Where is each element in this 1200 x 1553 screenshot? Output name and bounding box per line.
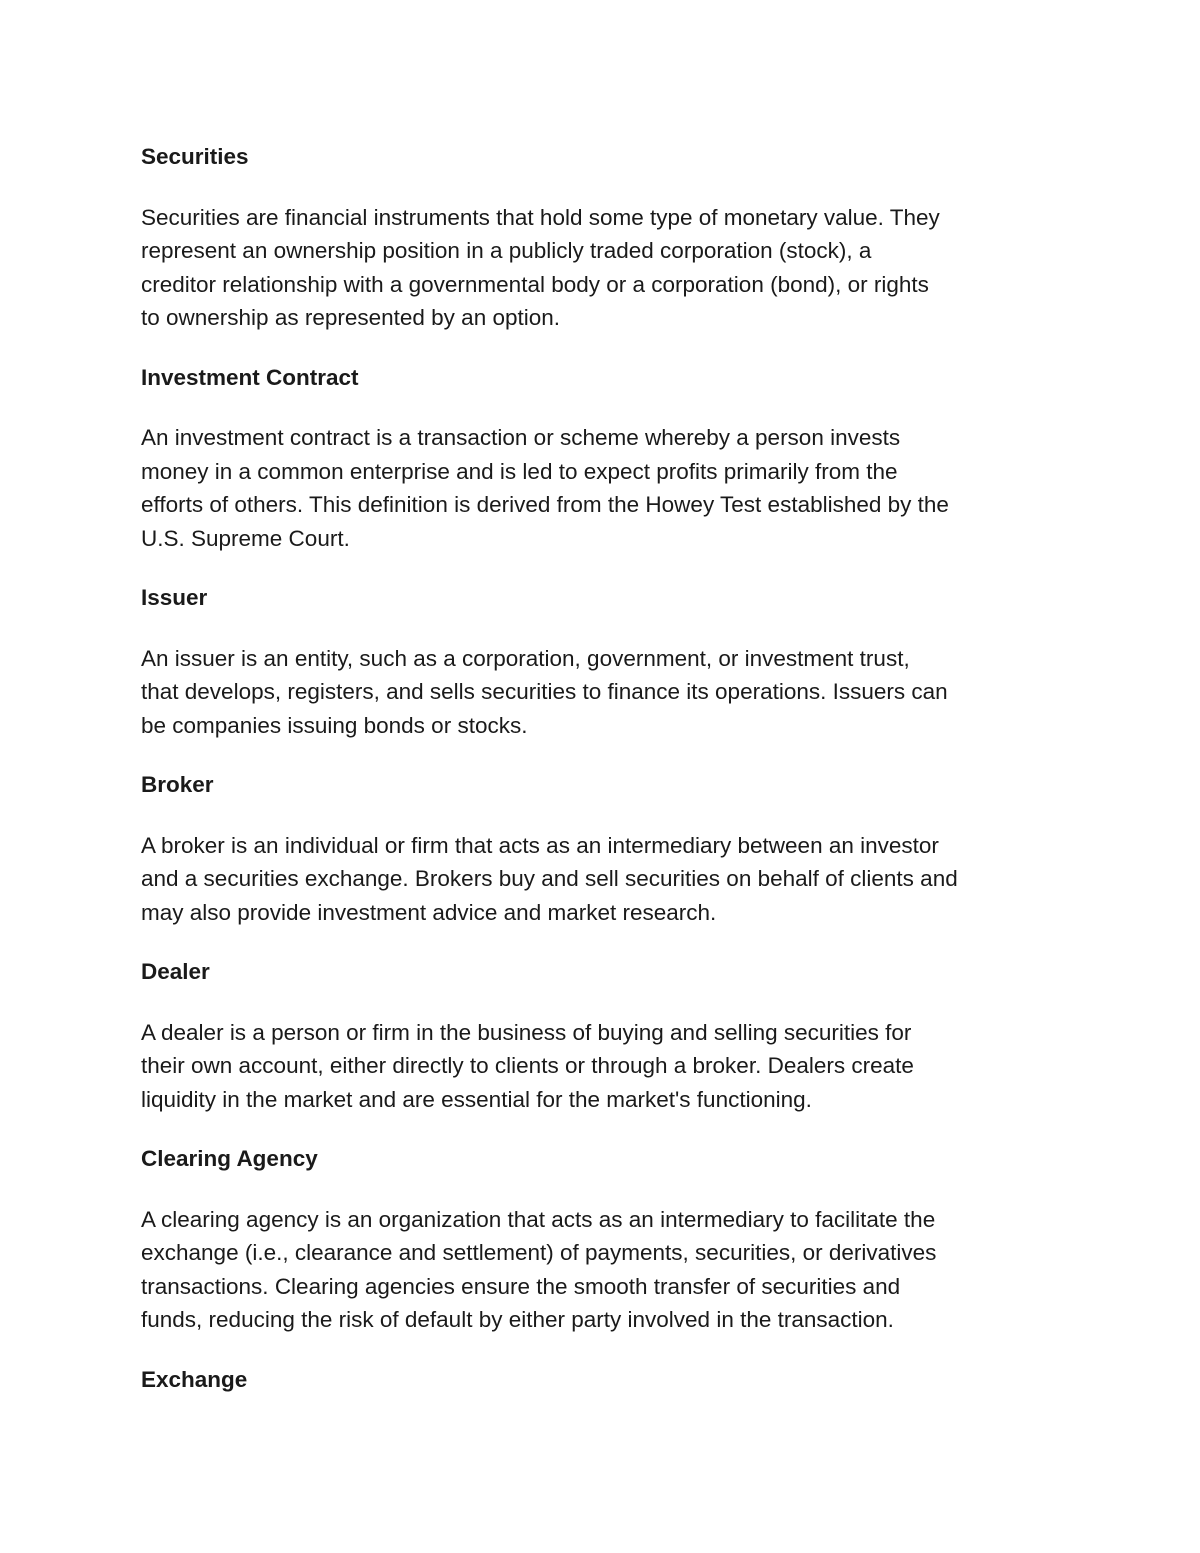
section-paragraph (141, 421, 1071, 555)
paragraph-line: that develops, registers, and sells securities to finance its operations. Issuers can (141, 679, 948, 704)
paragraph-line: exchange (i.e., clearance and settlement) of payments, securities, or derivatives (141, 1240, 937, 1265)
paragraph-line: to ownership as represented by an option. (141, 305, 561, 330)
section-issuer (141, 581, 1071, 742)
section-paragraph (141, 642, 1071, 743)
section-paragraph (141, 201, 1071, 335)
section-heading: Broker (141, 772, 214, 797)
section-clearing-agency (141, 1142, 1071, 1337)
section-securities (141, 140, 1071, 335)
paragraph-line: A broker is an individual or firm that acts as an intermediary between an investor (141, 832, 939, 858)
section-heading: Investment Contract (141, 364, 359, 390)
paragraph-line: their own account, either directly to clients or through a broker. Dealers create (141, 1053, 914, 1078)
section-heading: Issuer (141, 585, 208, 610)
paragraph-line: and a securities exchange. Brokers buy and sell securities on behalf of clients and (141, 866, 958, 891)
section-heading: Securities (141, 144, 249, 169)
document-page (141, 140, 1071, 1396)
paragraph-line: An issuer is an entity, such as a corporation, government, or investment trust, (141, 645, 910, 671)
section-exchange (141, 1363, 1071, 1397)
paragraph-line: money in a common enterprise and is led to expect profits primarily from the (141, 458, 898, 484)
paragraph-line: A clearing agency is an organization that acts as an intermediary to facilitate the (141, 1206, 936, 1232)
section-investment-contract (141, 361, 1071, 556)
section-paragraph (141, 1203, 1071, 1337)
paragraph-line: efforts of others. This definition is derived from the Howey Test established by the (141, 492, 949, 517)
paragraph-line: U.S. Supreme Court. (141, 525, 350, 551)
paragraph-line: liquidity in the market and are essential for the market's functioning. (141, 1086, 812, 1112)
paragraph-line: A dealer is a person or firm in the business of buying and selling securities for (141, 1019, 912, 1045)
section-heading: Exchange (141, 1366, 248, 1392)
section-broker (141, 768, 1071, 929)
paragraph-line: transactions. Clearing agencies ensure the smooth transfer of securities and (141, 1273, 901, 1299)
paragraph-line: creditor relationship with a governmental body or a corporation (bond), or rights (141, 271, 929, 297)
paragraph-line: represent an ownership position in a publicly traded corporation (stock), a (141, 238, 872, 263)
section-paragraph (141, 829, 1071, 930)
section-paragraph (141, 1016, 1071, 1117)
paragraph-line: be companies issuing bonds or stocks. (141, 712, 528, 738)
section-dealer (141, 955, 1071, 1116)
paragraph-line: An investment contract is a transaction or scheme whereby a person invests (141, 425, 901, 450)
paragraph-line: may also provide investment advice and market research. (141, 899, 717, 925)
section-heading: Clearing Agency (141, 1146, 318, 1171)
paragraph-line: Securities are financial instruments that hold some type of monetary value. They (141, 204, 940, 230)
section-heading: Dealer (141, 959, 210, 984)
paragraph-line: funds, reducing the risk of default by either party involved in the transaction. (141, 1307, 894, 1332)
